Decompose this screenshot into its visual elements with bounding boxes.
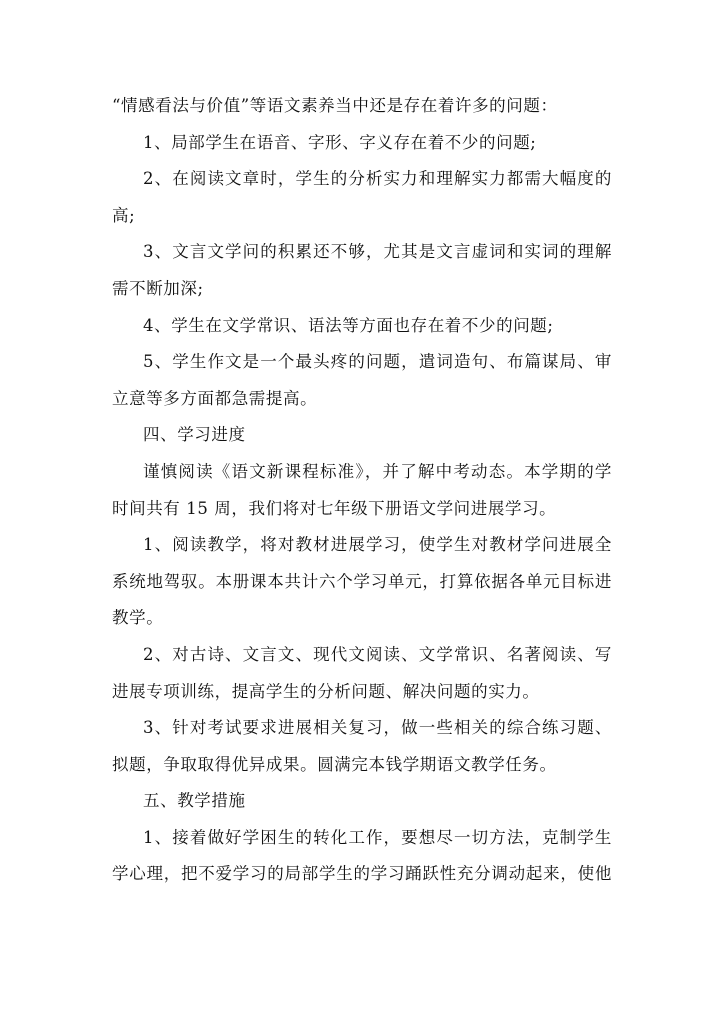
text-line: 5、学生作文是一个最头疼的问题，遣词造句、布篇谋局、审 [143, 352, 612, 372]
text-line: 1、阅读教学，将对教材进展学习，使学生对教材学问进展全 [143, 535, 612, 555]
text-line: 2、对古诗、文言文、现代文阅读、文学常识、名著阅读、写 [143, 644, 612, 664]
text-line: 学心理，把不爱学习的局部学生的学习踊跃性充分调动起来，使他 [112, 864, 612, 884]
section-heading: 五、教学措施 [143, 791, 246, 811]
text-line: 1、接着做好学困生的转化工作，要想尽一切方法，克制学生 [143, 827, 612, 847]
text-line: 2、在阅读文章时，学生的分析实力和理解实力都需大幅度的 [143, 169, 612, 189]
text-line: 高; [112, 205, 136, 225]
text-line: 教学。 [112, 608, 164, 628]
text-line: 拟题，争取取得优异成果。圆满完本钱学期语文教学任务。 [112, 754, 557, 774]
section-heading: 四、学习进度 [143, 425, 246, 445]
text-line: 3、文言文学问的积累还不够，尤其是文言虚词和实词的理解 [143, 242, 612, 262]
text-line: 系统地驾驭。本册课本共计六个学习单元，打算依据各单元目标进 [112, 571, 612, 591]
text-line: 4、学生在文学常识、语法等方面也存在着不少的问题; [143, 315, 554, 335]
text-line: 谨慎阅读《语文新课程标准》，并了解中考动态。本学期的学 [143, 461, 612, 481]
text-line: 3、针对考试要求进展相关复习，做一些相关的综合练习题、 [143, 718, 612, 738]
text-line: “情感看法与价值”等语文素养当中还是存在着许多的问题： [112, 96, 558, 115]
text-line: 时间共有 15 周，我们将对七年级下册语文学问进展学习。 [112, 498, 557, 518]
document-body [112, 88, 612, 893]
text-line: 1、局部学生在语音、字形、字义存在着不少的问题; [143, 132, 537, 152]
text-line: 进展专项训练，提高学生的分析问题、解决问题的实力。 [112, 681, 540, 701]
text-line: 需不断加深; [112, 278, 204, 298]
text-line: 立意等多方面都急需提高。 [112, 388, 318, 408]
